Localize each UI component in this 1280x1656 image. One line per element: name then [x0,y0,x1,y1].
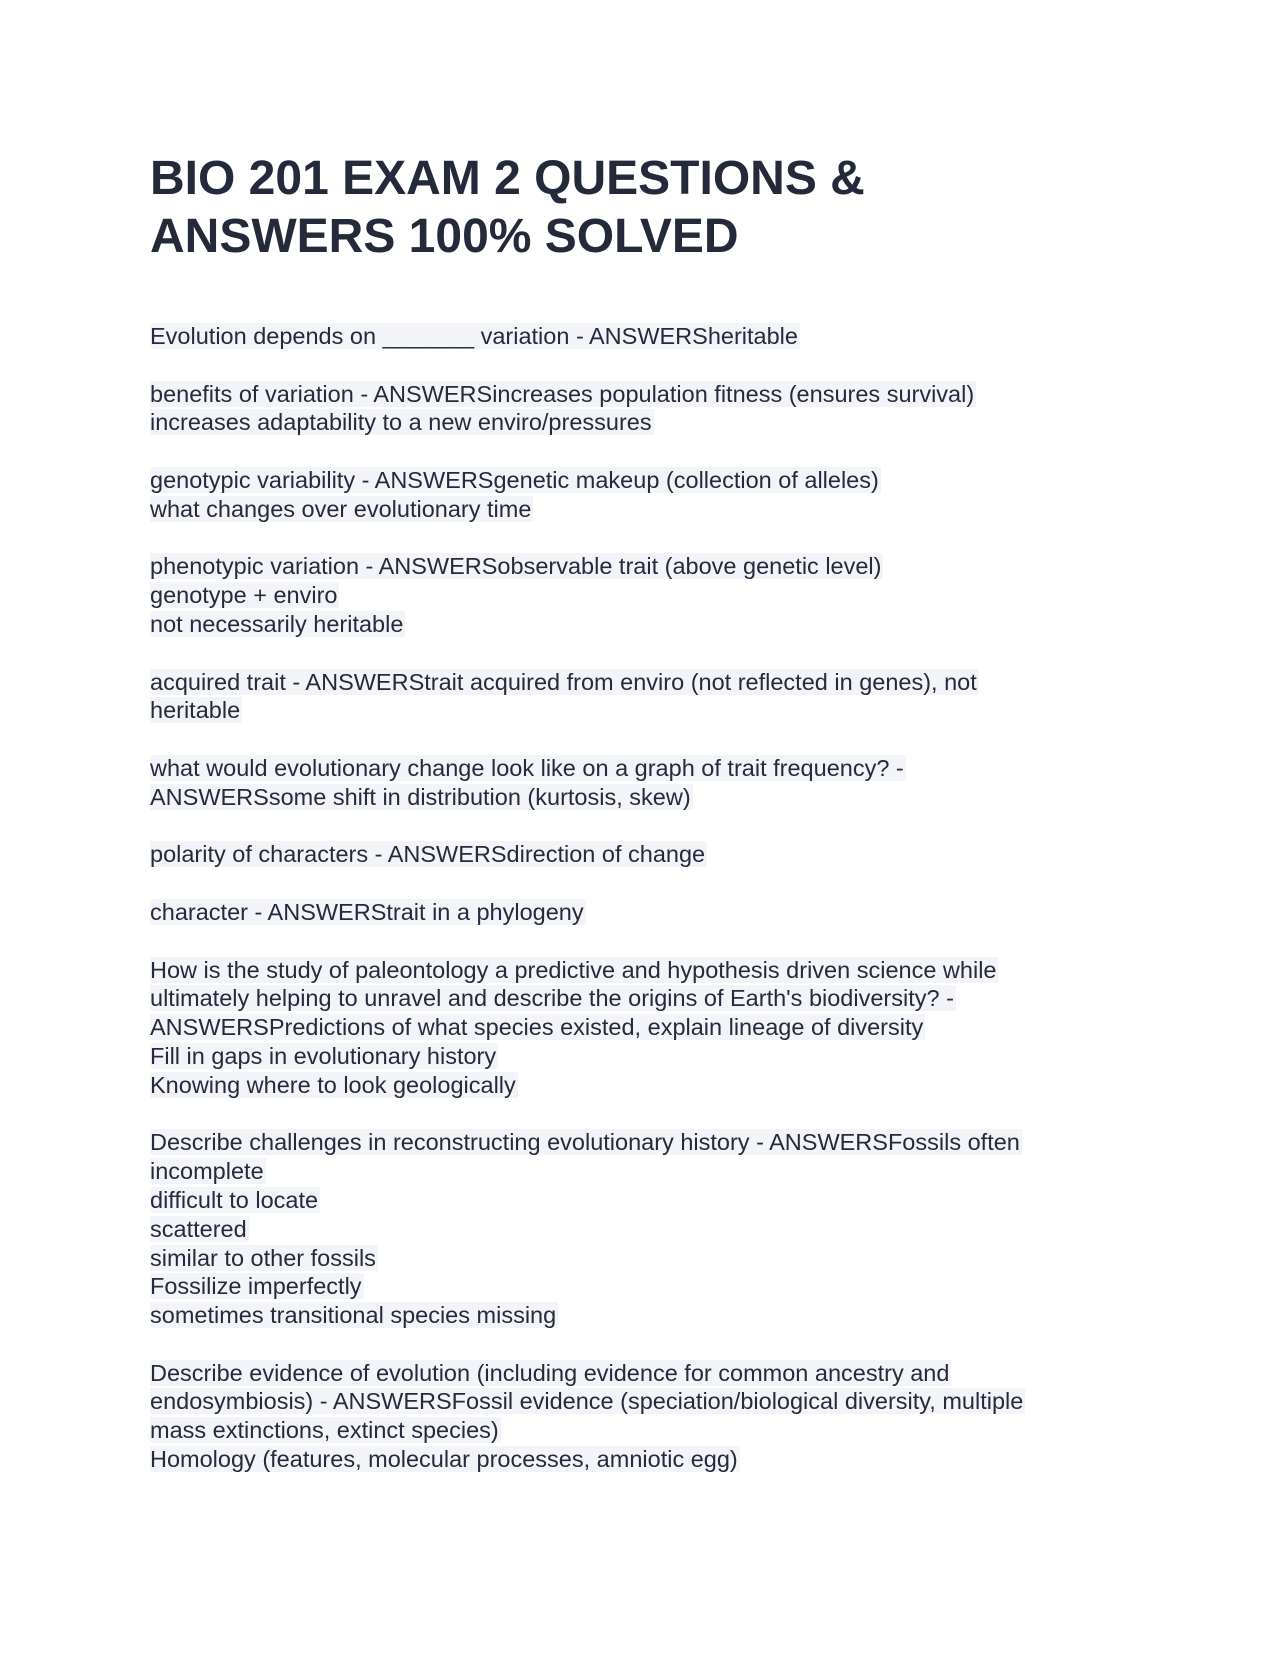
qa-line: increases adaptability to a new enviro/pressures [150,409,652,436]
qa-entry [150,552,1110,638]
qa-line: Fossilize imperfectly [150,1273,362,1300]
title-line: BIO 201 EXAM 2 QUESTIONS & [150,152,865,205]
qa-line: polarity of characters - ANSWERSdirection of change [150,841,706,868]
qa-line: Fill in gaps in evolutionary history [150,1042,497,1069]
qa-entry [150,898,1110,927]
qa-line: genotype + enviro [150,582,338,609]
qa-line: character - ANSWERStrait in a phylogeny [150,898,584,925]
qa-line: heritable [150,697,241,724]
page-title [150,150,1110,266]
qa-line: difficult to locate [150,1186,319,1213]
qa-line: ultimately helping to unravel and describe the origins of Earth's biodiversity? - [150,985,954,1012]
qa-line: what would evolutionary change look like on a graph of trait frequency? - [150,754,904,781]
qa-entry [150,668,1110,726]
qa-line: genotypic variability - ANSWERSgenetic makeup (collection of alleles) [150,466,879,493]
qa-line: Knowing where to look geologically [150,1071,516,1098]
qa-line: not necessarily heritable [150,610,404,637]
qa-list [150,322,1110,1474]
qa-line: acquired trait - ANSWERStrait acquired from enviro (not reflected in genes), not [150,668,977,695]
qa-line: incomplete [150,1158,264,1185]
qa-line: ANSWERSsome shift in distribution (kurtosis, skew) [150,783,691,810]
qa-entry [150,956,1110,1100]
qa-entry [150,754,1110,812]
qa-entry [150,380,1110,438]
qa-line: How is the study of paleontology a predictive and hypothesis driven science while [150,956,997,983]
qa-line: ANSWERSPredictions of what species existed, explain lineage of diversity [150,1014,924,1041]
qa-entry [150,322,1110,351]
qa-line: endosymbiosis) - ANSWERSFossil evidence (speciation/biological diversity, multiple [150,1388,1024,1415]
qa-line: scattered [150,1215,247,1242]
title-line: ANSWERS 100% SOLVED [150,210,739,263]
qa-line: mass extinctions, extinct species) [150,1417,499,1444]
qa-line: Describe evidence of evolution (including evidence for common ancestry and [150,1359,950,1386]
qa-line: similar to other fossils [150,1244,376,1271]
qa-line: Describe challenges in reconstructing evolutionary history - ANSWERSFossils often [150,1129,1020,1156]
qa-line: what changes over evolutionary time [150,495,532,522]
qa-entry [150,466,1110,524]
qa-line: Evolution depends on _______ variation - ANSWERSheritable [150,323,798,349]
qa-line: phenotypic variation - ANSWERSobservable trait (above genetic level) [150,553,882,580]
qa-entry [150,1128,1110,1330]
qa-entry [150,840,1110,869]
qa-entry [150,1359,1110,1474]
qa-line: Homology (features, molecular processes, amniotic egg) [150,1446,738,1473]
qa-line: sometimes transitional species missing [150,1302,557,1329]
qa-line: benefits of variation - ANSWERSincreases population fitness (ensures survival) [150,380,975,407]
document-page [150,150,1110,1503]
